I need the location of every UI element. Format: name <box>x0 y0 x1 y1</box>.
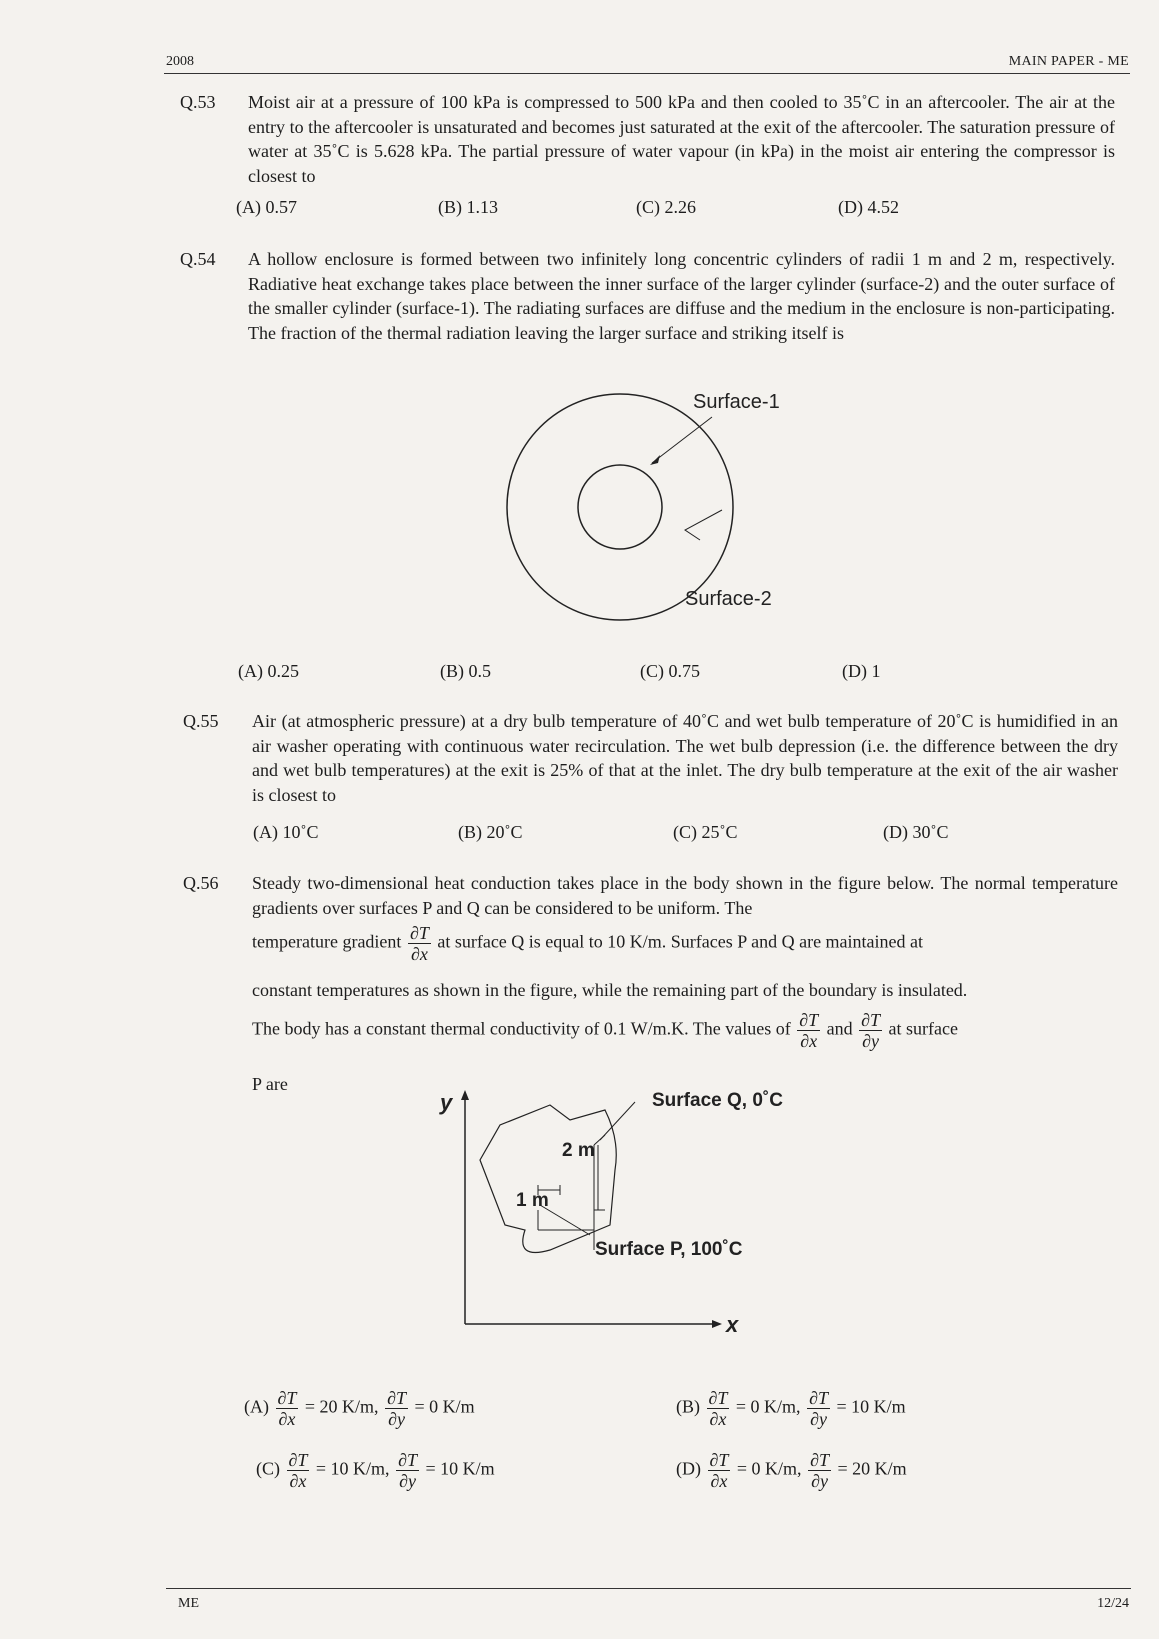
denominator: ∂y <box>810 1409 827 1429</box>
exam-year: 2008 <box>166 54 194 69</box>
question-number: Q.56 <box>183 873 219 893</box>
value: = 0 K/m, <box>735 1396 801 1417</box>
question-text: Moist air at a pressure of 100 kPa is compressed to 500 kPa and then cooled to 35˚C in an aftercooler. The air at the entry to the aftercooler is unsaturated and becomes just saturated at the exit of the aftercooler. The saturation pressure of water at 35˚C is 5.628 kPa. The partial pressure of water vapour (in kPa) in the moist air entering the compressor is closest to <box>248 92 1115 186</box>
denominator: ∂x <box>410 944 428 964</box>
footer-rule <box>166 1588 1131 1589</box>
question-text: Steady two-dimensional heat conduction takes place in the body shown in the figure below. The normal temperature gradients over surfaces P and Q can be considered to be uniform. The <box>252 873 1118 918</box>
y-arrow <box>461 1090 469 1100</box>
arrow-head <box>650 455 660 465</box>
numerator: ∂T <box>409 923 429 943</box>
surface-1-label: Surface-1 <box>693 391 780 413</box>
option-a[interactable]: (A) 0.25 <box>238 661 299 681</box>
surface-2-label: Surface-2 <box>685 588 772 610</box>
value: = 20 K/m, <box>304 1396 379 1417</box>
dtdx-fraction <box>708 1450 731 1491</box>
dtdx-fraction <box>408 923 431 964</box>
dtdx-fraction <box>287 1450 310 1491</box>
denominator: ∂x <box>289 1471 307 1491</box>
numerator: ∂T <box>810 1450 829 1470</box>
option-a[interactable]: (A) 10˚C <box>253 822 319 842</box>
denominator: ∂x <box>800 1031 818 1051</box>
value: = 0 K/m <box>414 1396 475 1417</box>
page-number: 12/24 <box>1097 1596 1129 1611</box>
value: = 10 K/m, <box>315 1458 390 1479</box>
question-text: A hollow enclosure is formed between two infinitely long concentric cylinders of radii 1 m and 2 m, respectively. Radiative heat exchange takes place between the inner surface of the larger cylinder (surface-2) and the outer surface of the smaller cylinder (surface-1). The radiating surfaces are diffuse and the medium in the enclosure is non-participating. The fraction of the thermal radiation leaving the larger surface and striking itself is <box>248 249 1115 343</box>
footer-left: ME <box>178 1596 199 1611</box>
numerator: ∂T <box>809 1388 828 1408</box>
value: = 10 K/m <box>425 1458 495 1479</box>
numerator: ∂T <box>387 1388 406 1408</box>
text-fragment: at surface Q is equal to 10 K/m. Surfaces P and Q are maintained at <box>437 931 924 952</box>
option-label: (D) <box>676 1458 701 1479</box>
question-number: Q.53 <box>180 92 216 112</box>
numerator: ∂T <box>398 1450 417 1470</box>
numerator: ∂T <box>861 1010 881 1030</box>
value: = 0 K/m, <box>736 1458 802 1479</box>
denominator: ∂x <box>710 1471 728 1491</box>
height-label: 2 m <box>562 1140 595 1161</box>
numerator: ∂T <box>277 1388 297 1408</box>
question-55 <box>183 709 1118 807</box>
denominator: ∂y <box>399 1471 416 1491</box>
denominator: ∂y <box>862 1031 880 1051</box>
x-label: x <box>726 1312 739 1335</box>
option-label: (A) <box>244 1396 269 1417</box>
surface1-leader <box>652 417 712 463</box>
question-54 <box>180 247 1115 345</box>
q56-line-4 <box>252 1010 958 1051</box>
dtdy-fraction <box>808 1450 831 1491</box>
option-a[interactable]: (A) 0.57 <box>236 197 297 217</box>
option-d[interactable]: (D) 1 <box>842 661 881 681</box>
concentric-cylinders-figure <box>490 375 830 645</box>
denominator: ∂x <box>278 1409 296 1429</box>
option-label: (B) <box>676 1396 700 1417</box>
q56-option-d[interactable] <box>676 1450 907 1491</box>
question-text: Air (at atmospheric pressure) at a dry bulb temperature of 40˚C and wet bulb temperature of 20˚C is humidified in an air washer operating with continuous water recirculation. The wet bulb depression (i.e. the difference between the dry and wet bulb temperatures) at the exit is 25% of that at the inlet. The dry bulb temperature at the exit of the air washer is closest to <box>252 711 1118 805</box>
q56-option-c[interactable] <box>256 1450 495 1491</box>
question-56 <box>183 871 1118 920</box>
q56-line-2 <box>252 923 923 964</box>
q56-line-5: P are <box>252 1074 288 1094</box>
surface-q-label: Surface Q, 0˚C <box>652 1090 783 1111</box>
outer-cylinder <box>507 394 733 620</box>
dtdy-fraction <box>807 1388 830 1429</box>
q56-option-b[interactable] <box>676 1388 906 1429</box>
option-b[interactable]: (B) 1.13 <box>438 197 498 217</box>
option-label: (C) <box>256 1458 280 1479</box>
x-arrow <box>712 1320 722 1328</box>
numerator: ∂T <box>708 1388 728 1408</box>
surface2-leader <box>685 510 722 540</box>
y-label: y <box>440 1090 453 1115</box>
heat-conduction-figure <box>430 1080 810 1335</box>
option-b[interactable]: (B) 0.5 <box>440 661 491 681</box>
value: = 10 K/m <box>836 1396 906 1417</box>
q-leader <box>600 1102 635 1140</box>
numerator: ∂T <box>799 1010 819 1030</box>
denominator: ∂x <box>709 1409 727 1429</box>
option-c[interactable]: (C) 2.26 <box>636 197 696 217</box>
dtdy-fraction <box>385 1388 408 1429</box>
option-d[interactable]: (D) 4.52 <box>838 197 899 217</box>
denominator: ∂y <box>388 1409 405 1429</box>
option-c[interactable]: (C) 0.75 <box>640 661 700 681</box>
q56-option-a[interactable] <box>244 1388 475 1429</box>
question-number: Q.54 <box>180 249 216 269</box>
inner-cylinder <box>578 465 662 549</box>
option-b[interactable]: (B) 20˚C <box>458 822 523 842</box>
dtdy-fraction <box>859 1010 882 1051</box>
text-fragment: The body has a constant thermal conductivity of 0.1 W/m.K. The values of <box>252 1018 791 1039</box>
text-fragment: temperature gradient <box>252 931 402 952</box>
text-fragment: and <box>826 1018 853 1039</box>
denominator: ∂y <box>811 1471 828 1491</box>
numerator: ∂T <box>709 1450 729 1470</box>
numerator: ∂T <box>288 1450 308 1470</box>
dtdx-fraction <box>276 1388 299 1429</box>
q56-line-3: constant temperatures as shown in the figure, while the remaining part of the boundary is insulated. <box>252 980 968 1000</box>
text-fragment: at surface <box>888 1018 958 1039</box>
paper-title: MAIN PAPER - ME <box>1008 54 1129 69</box>
question-53 <box>180 90 1115 188</box>
surface-p-label: Surface P, 100˚C <box>595 1239 743 1260</box>
header-rule <box>164 73 1130 74</box>
width-label: 1 m <box>516 1190 549 1211</box>
option-c[interactable]: (C) 25˚C <box>673 822 738 842</box>
dtdy-fraction <box>396 1450 419 1491</box>
question-number: Q.55 <box>183 711 219 731</box>
dtdx-fraction <box>797 1010 820 1051</box>
option-d[interactable]: (D) 30˚C <box>883 822 949 842</box>
dtdx-fraction <box>707 1388 730 1429</box>
value: = 20 K/m <box>837 1458 907 1479</box>
